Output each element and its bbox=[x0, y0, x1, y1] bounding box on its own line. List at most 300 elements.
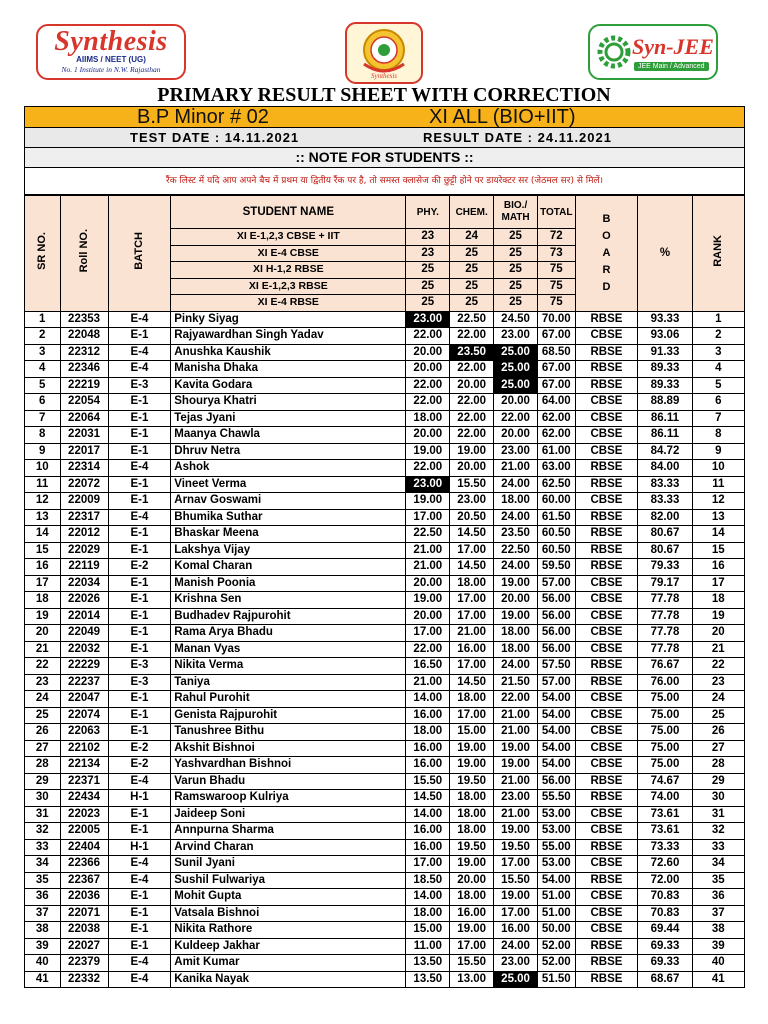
roll-no: 22031 bbox=[60, 427, 108, 444]
sr-no: 27 bbox=[25, 740, 61, 757]
table-row bbox=[25, 344, 745, 361]
rank: 17 bbox=[692, 575, 744, 592]
percent: 74.00 bbox=[638, 790, 692, 807]
batch: H-1 bbox=[108, 790, 171, 807]
max-marks-bio: 25 bbox=[494, 262, 538, 279]
emblem-icon bbox=[338, 22, 430, 84]
roll-no: 22237 bbox=[60, 674, 108, 691]
total-marks: 54.00 bbox=[538, 740, 576, 757]
rank: 36 bbox=[692, 889, 744, 906]
batch: E-4 bbox=[108, 344, 171, 361]
total-marks: 55.50 bbox=[538, 790, 576, 807]
phy-marks: 14.00 bbox=[406, 691, 450, 708]
student-name: Anushka Kaushik bbox=[171, 344, 406, 361]
student-name: Komal Charan bbox=[171, 559, 406, 576]
table-row bbox=[25, 823, 745, 840]
table-row bbox=[25, 938, 745, 955]
rank: 24 bbox=[692, 691, 744, 708]
bio-math-marks: 16.00 bbox=[494, 922, 538, 939]
student-name: Dhruv Netra bbox=[171, 443, 406, 460]
max-marks-total: 75 bbox=[538, 278, 576, 295]
phy-marks: 15.50 bbox=[406, 773, 450, 790]
chem-marks: 17.00 bbox=[450, 707, 494, 724]
board: RBSE bbox=[575, 559, 638, 576]
total-marks: 56.00 bbox=[538, 592, 576, 609]
bio-math-marks: 22.00 bbox=[494, 410, 538, 427]
header-phy: PHY. bbox=[406, 196, 450, 229]
total-marks: 67.00 bbox=[538, 377, 576, 394]
bio-math-marks: 21.50 bbox=[494, 674, 538, 691]
bio-math-marks: 21.00 bbox=[494, 724, 538, 741]
board: RBSE bbox=[575, 460, 638, 477]
total-marks: 56.00 bbox=[538, 641, 576, 658]
batch: E-4 bbox=[108, 872, 171, 889]
note-text: रैंक लिस्ट में यदि आप अपने बैच में प्रथम या द्वितीय रैंक पर है, तो समस्त क्लासेज की छुट्टी होने पर डायरेक्टर सर (जेठमल सर) से मिलें। bbox=[24, 168, 745, 195]
max-marks-chem: 25 bbox=[450, 245, 494, 262]
phy-marks: 16.00 bbox=[406, 839, 450, 856]
roll-no: 22005 bbox=[60, 823, 108, 840]
board: CBSE bbox=[575, 905, 638, 922]
student-name: Kuldeep Jakhar bbox=[171, 938, 406, 955]
roll-no: 22134 bbox=[60, 757, 108, 774]
rank: 18 bbox=[692, 592, 744, 609]
sr-no: 11 bbox=[25, 476, 61, 493]
phy-marks: 22.00 bbox=[406, 641, 450, 658]
roll-no: 22026 bbox=[60, 592, 108, 609]
sr-no: 2 bbox=[25, 328, 61, 345]
phy-marks: 21.00 bbox=[406, 674, 450, 691]
chem-marks: 22.00 bbox=[450, 328, 494, 345]
max-marks-bio: 25 bbox=[494, 245, 538, 262]
rank: 28 bbox=[692, 757, 744, 774]
header-bio: BIO./ MATH bbox=[494, 196, 538, 229]
rank: 26 bbox=[692, 724, 744, 741]
header-chem: CHEM. bbox=[450, 196, 494, 229]
table-row bbox=[25, 377, 745, 394]
board: RBSE bbox=[575, 773, 638, 790]
header-sr: SR NO. bbox=[25, 196, 61, 312]
batch: E-1 bbox=[108, 823, 171, 840]
total-marks: 54.00 bbox=[538, 872, 576, 889]
syn-jee-logo bbox=[588, 24, 718, 80]
gear-icon bbox=[596, 34, 632, 70]
percent: 76.67 bbox=[638, 658, 692, 675]
bio-math-marks: 21.00 bbox=[494, 707, 538, 724]
sr-no: 13 bbox=[25, 509, 61, 526]
phy-marks: 20.00 bbox=[406, 575, 450, 592]
bio-math-marks: 25.00 bbox=[494, 344, 538, 361]
phy-marks: 22.00 bbox=[406, 394, 450, 411]
percent: 74.67 bbox=[638, 773, 692, 790]
table-row bbox=[25, 724, 745, 741]
student-name: Arnav Goswami bbox=[171, 493, 406, 510]
roll-no: 22064 bbox=[60, 410, 108, 427]
dates-bar bbox=[24, 128, 745, 148]
sr-no: 24 bbox=[25, 691, 61, 708]
roll-no: 22027 bbox=[60, 938, 108, 955]
total-marks: 54.00 bbox=[538, 707, 576, 724]
table-row bbox=[25, 922, 745, 939]
max-marks-chem: 25 bbox=[450, 278, 494, 295]
bio-math-marks: 24.00 bbox=[494, 658, 538, 675]
max-marks-total: 73 bbox=[538, 245, 576, 262]
table-row bbox=[25, 790, 745, 807]
student-name: Krishna Sen bbox=[171, 592, 406, 609]
table-row bbox=[25, 707, 745, 724]
phy-marks: 18.00 bbox=[406, 410, 450, 427]
phy-marks: 15.00 bbox=[406, 922, 450, 939]
rank: 5 bbox=[692, 377, 744, 394]
rank: 16 bbox=[692, 559, 744, 576]
header-total: TOTAL bbox=[538, 196, 576, 229]
percent: 84.72 bbox=[638, 443, 692, 460]
bio-math-marks: 19.00 bbox=[494, 889, 538, 906]
batch: E-2 bbox=[108, 757, 171, 774]
roll-no: 22009 bbox=[60, 493, 108, 510]
table-row bbox=[25, 311, 745, 328]
batch: E-4 bbox=[108, 460, 171, 477]
total-marks: 54.00 bbox=[538, 757, 576, 774]
rank: 10 bbox=[692, 460, 744, 477]
sr-no: 26 bbox=[25, 724, 61, 741]
total-marks: 60.50 bbox=[538, 526, 576, 543]
sr-no: 33 bbox=[25, 839, 61, 856]
batch: E-4 bbox=[108, 856, 171, 873]
board: CBSE bbox=[575, 328, 638, 345]
student-name: Rajyawardhan Singh Yadav bbox=[171, 328, 406, 345]
percent: 79.17 bbox=[638, 575, 692, 592]
percent: 93.33 bbox=[638, 311, 692, 328]
rank: 40 bbox=[692, 955, 744, 972]
roll-no: 22072 bbox=[60, 476, 108, 493]
phy-marks: 21.00 bbox=[406, 542, 450, 559]
rank: 12 bbox=[692, 493, 744, 510]
table-row bbox=[25, 905, 745, 922]
header-board: B O A R D bbox=[575, 196, 638, 312]
total-marks: 67.00 bbox=[538, 361, 576, 378]
chem-marks: 14.50 bbox=[450, 526, 494, 543]
rank: 27 bbox=[692, 740, 744, 757]
chem-marks: 19.00 bbox=[450, 443, 494, 460]
phy-marks: 17.00 bbox=[406, 509, 450, 526]
total-marks: 56.00 bbox=[538, 625, 576, 642]
bio-math-marks: 18.00 bbox=[494, 641, 538, 658]
bio-math-marks: 24.00 bbox=[494, 559, 538, 576]
rank: 35 bbox=[692, 872, 744, 889]
board: CBSE bbox=[575, 575, 638, 592]
phy-marks: 17.00 bbox=[406, 625, 450, 642]
roll-no: 22047 bbox=[60, 691, 108, 708]
board: CBSE bbox=[575, 856, 638, 873]
board: CBSE bbox=[575, 724, 638, 741]
result-date: RESULT DATE : 24.11.2021 bbox=[423, 130, 612, 145]
student-name: Sunil Jyani bbox=[171, 856, 406, 873]
rank: 4 bbox=[692, 361, 744, 378]
sr-no: 14 bbox=[25, 526, 61, 543]
sr-no: 20 bbox=[25, 625, 61, 642]
roll-no: 22346 bbox=[60, 361, 108, 378]
phy-marks: 18.00 bbox=[406, 724, 450, 741]
table-row bbox=[25, 641, 745, 658]
max-marks-label: XI E-4 CBSE bbox=[171, 245, 406, 262]
table-row bbox=[25, 542, 745, 559]
batch: E-2 bbox=[108, 559, 171, 576]
bio-math-marks: 22.50 bbox=[494, 542, 538, 559]
phy-marks: 14.00 bbox=[406, 806, 450, 823]
percent: 89.33 bbox=[638, 361, 692, 378]
sr-no: 36 bbox=[25, 889, 61, 906]
batch: E-1 bbox=[108, 410, 171, 427]
batch: H-1 bbox=[108, 839, 171, 856]
chem-marks: 22.00 bbox=[450, 361, 494, 378]
percent: 75.00 bbox=[638, 757, 692, 774]
chem-marks: 23.00 bbox=[450, 493, 494, 510]
roll-no: 22038 bbox=[60, 922, 108, 939]
sr-no: 4 bbox=[25, 361, 61, 378]
roll-no: 22017 bbox=[60, 443, 108, 460]
board: RBSE bbox=[575, 872, 638, 889]
student-name: Genista Rajpurohit bbox=[171, 707, 406, 724]
total-marks: 52.00 bbox=[538, 955, 576, 972]
board: RBSE bbox=[575, 509, 638, 526]
board: RBSE bbox=[575, 839, 638, 856]
roll-no: 22036 bbox=[60, 889, 108, 906]
bio-math-marks: 23.50 bbox=[494, 526, 538, 543]
sr-no: 30 bbox=[25, 790, 61, 807]
batch: E-1 bbox=[108, 608, 171, 625]
max-marks-label: XI E-1,2,3 RBSE bbox=[171, 278, 406, 295]
sr-no: 12 bbox=[25, 493, 61, 510]
roll-no: 22071 bbox=[60, 905, 108, 922]
board: RBSE bbox=[575, 955, 638, 972]
chem-marks: 22.00 bbox=[450, 427, 494, 444]
board: CBSE bbox=[575, 757, 638, 774]
chem-marks: 19.00 bbox=[450, 922, 494, 939]
bio-math-marks: 23.00 bbox=[494, 955, 538, 972]
chem-marks: 22.00 bbox=[450, 410, 494, 427]
bio-math-marks: 23.00 bbox=[494, 443, 538, 460]
results-table bbox=[24, 195, 745, 988]
board: CBSE bbox=[575, 806, 638, 823]
board: CBSE bbox=[575, 922, 638, 939]
bio-math-marks: 19.00 bbox=[494, 608, 538, 625]
batch: E-4 bbox=[108, 361, 171, 378]
sr-no: 7 bbox=[25, 410, 61, 427]
bio-math-marks: 17.00 bbox=[494, 905, 538, 922]
board: RBSE bbox=[575, 658, 638, 675]
bio-math-marks: 24.00 bbox=[494, 476, 538, 493]
rank: 3 bbox=[692, 344, 744, 361]
total-marks: 61.50 bbox=[538, 509, 576, 526]
table-row bbox=[25, 575, 745, 592]
phy-marks: 19.00 bbox=[406, 493, 450, 510]
student-name: Bhaskar Meena bbox=[171, 526, 406, 543]
phy-marks: 13.50 bbox=[406, 955, 450, 972]
max-marks-phy: 25 bbox=[406, 262, 450, 279]
chem-marks: 15.50 bbox=[450, 955, 494, 972]
chem-marks: 14.50 bbox=[450, 559, 494, 576]
max-marks-phy: 23 bbox=[406, 229, 450, 246]
sr-no: 9 bbox=[25, 443, 61, 460]
chem-marks: 20.50 bbox=[450, 509, 494, 526]
student-name: Pinky Siyag bbox=[171, 311, 406, 328]
phy-marks: 23.00 bbox=[406, 476, 450, 493]
chem-marks: 22.00 bbox=[450, 394, 494, 411]
total-marks: 64.00 bbox=[538, 394, 576, 411]
bio-math-marks: 19.00 bbox=[494, 823, 538, 840]
roll-no: 22371 bbox=[60, 773, 108, 790]
max-marks-total: 75 bbox=[538, 262, 576, 279]
phy-marks: 21.00 bbox=[406, 559, 450, 576]
roll-no: 22054 bbox=[60, 394, 108, 411]
percent: 70.83 bbox=[638, 889, 692, 906]
roll-no: 22332 bbox=[60, 971, 108, 988]
total-marks: 56.00 bbox=[538, 773, 576, 790]
sr-no: 35 bbox=[25, 872, 61, 889]
student-name: Varun Bhadu bbox=[171, 773, 406, 790]
table-row bbox=[25, 856, 745, 873]
chem-marks: 16.00 bbox=[450, 905, 494, 922]
bio-math-marks: 24.00 bbox=[494, 938, 538, 955]
roll-no: 22229 bbox=[60, 658, 108, 675]
batch: E-1 bbox=[108, 641, 171, 658]
percent: 86.11 bbox=[638, 427, 692, 444]
chem-marks: 17.00 bbox=[450, 542, 494, 559]
bio-math-marks: 24.50 bbox=[494, 311, 538, 328]
table-row bbox=[25, 740, 745, 757]
student-name: Manisha Dhaka bbox=[171, 361, 406, 378]
total-marks: 57.00 bbox=[538, 674, 576, 691]
chem-marks: 17.00 bbox=[450, 608, 494, 625]
max-marks-bio: 25 bbox=[494, 295, 538, 312]
roll-no: 22434 bbox=[60, 790, 108, 807]
rank: 41 bbox=[692, 971, 744, 988]
batch: E-1 bbox=[108, 542, 171, 559]
bio-math-marks: 24.00 bbox=[494, 509, 538, 526]
phy-marks: 16.00 bbox=[406, 740, 450, 757]
header-rank: RANK bbox=[692, 196, 744, 312]
sr-no: 31 bbox=[25, 806, 61, 823]
table-row bbox=[25, 674, 745, 691]
rank: 14 bbox=[692, 526, 744, 543]
synthesis-logo-sub: AIIMS / NEET (UG) bbox=[76, 55, 146, 64]
phy-marks: 19.00 bbox=[406, 592, 450, 609]
phy-marks: 17.00 bbox=[406, 856, 450, 873]
chem-marks: 20.00 bbox=[450, 377, 494, 394]
percent: 69.44 bbox=[638, 922, 692, 939]
chem-marks: 19.00 bbox=[450, 740, 494, 757]
chem-marks: 17.00 bbox=[450, 938, 494, 955]
rank: 9 bbox=[692, 443, 744, 460]
batch: E-2 bbox=[108, 740, 171, 757]
phy-marks: 22.50 bbox=[406, 526, 450, 543]
board: CBSE bbox=[575, 889, 638, 906]
sr-no: 32 bbox=[25, 823, 61, 840]
bio-math-marks: 18.00 bbox=[494, 625, 538, 642]
max-marks-total: 72 bbox=[538, 229, 576, 246]
batch: E-1 bbox=[108, 922, 171, 939]
table-row bbox=[25, 773, 745, 790]
max-marks-phy: 25 bbox=[406, 295, 450, 312]
roll-no: 22012 bbox=[60, 526, 108, 543]
chem-marks: 18.00 bbox=[450, 806, 494, 823]
bio-math-marks: 20.00 bbox=[494, 592, 538, 609]
rank: 8 bbox=[692, 427, 744, 444]
sr-no: 40 bbox=[25, 955, 61, 972]
table-row bbox=[25, 410, 745, 427]
syn-jee-logo-sub: JEE Main / Advanced bbox=[634, 62, 709, 71]
rank: 38 bbox=[692, 922, 744, 939]
table-row bbox=[25, 526, 745, 543]
roll-no: 22366 bbox=[60, 856, 108, 873]
student-name: Rama Arya Bhadu bbox=[171, 625, 406, 642]
roll-no: 22032 bbox=[60, 641, 108, 658]
student-name: Amit Kumar bbox=[171, 955, 406, 972]
total-marks: 57.00 bbox=[538, 575, 576, 592]
bio-math-marks: 17.00 bbox=[494, 856, 538, 873]
rank: 32 bbox=[692, 823, 744, 840]
total-marks: 51.00 bbox=[538, 905, 576, 922]
batch: E-1 bbox=[108, 889, 171, 906]
phy-marks: 16.00 bbox=[406, 707, 450, 724]
batch: E-4 bbox=[108, 311, 171, 328]
bio-math-marks: 25.00 bbox=[494, 971, 538, 988]
table-row bbox=[25, 872, 745, 889]
phy-marks: 22.00 bbox=[406, 328, 450, 345]
percent: 73.61 bbox=[638, 806, 692, 823]
bio-math-marks: 19.50 bbox=[494, 839, 538, 856]
phy-marks: 23.00 bbox=[406, 311, 450, 328]
chem-marks: 20.00 bbox=[450, 872, 494, 889]
table-row bbox=[25, 757, 745, 774]
rank: 25 bbox=[692, 707, 744, 724]
student-name: Vatsala Bishnoi bbox=[171, 905, 406, 922]
rank: 31 bbox=[692, 806, 744, 823]
chem-marks: 16.00 bbox=[450, 641, 494, 658]
total-marks: 62.50 bbox=[538, 476, 576, 493]
chem-marks: 19.50 bbox=[450, 839, 494, 856]
percent: 73.33 bbox=[638, 839, 692, 856]
table-row bbox=[25, 658, 745, 675]
total-marks: 60.00 bbox=[538, 493, 576, 510]
max-marks-chem: 24 bbox=[450, 229, 494, 246]
roll-no: 22367 bbox=[60, 872, 108, 889]
sr-no: 19 bbox=[25, 608, 61, 625]
batch: E-3 bbox=[108, 658, 171, 675]
batch: E-1 bbox=[108, 427, 171, 444]
sr-no: 29 bbox=[25, 773, 61, 790]
rank: 15 bbox=[692, 542, 744, 559]
student-name: Maanya Chawla bbox=[171, 427, 406, 444]
total-marks: 50.00 bbox=[538, 922, 576, 939]
sr-no: 8 bbox=[25, 427, 61, 444]
batch: E-1 bbox=[108, 575, 171, 592]
phy-marks: 13.50 bbox=[406, 971, 450, 988]
table-row bbox=[25, 971, 745, 988]
test-banner bbox=[24, 106, 745, 128]
student-name: Sushil Fulwariya bbox=[171, 872, 406, 889]
student-name: Jaideep Soni bbox=[171, 806, 406, 823]
board: RBSE bbox=[575, 971, 638, 988]
phy-marks: 20.00 bbox=[406, 608, 450, 625]
max-marks-chem: 25 bbox=[450, 295, 494, 312]
board: CBSE bbox=[575, 740, 638, 757]
batch: E-1 bbox=[108, 394, 171, 411]
chem-marks: 18.00 bbox=[450, 691, 494, 708]
table-row bbox=[25, 559, 745, 576]
percent: 69.33 bbox=[638, 938, 692, 955]
roll-no: 22219 bbox=[60, 377, 108, 394]
